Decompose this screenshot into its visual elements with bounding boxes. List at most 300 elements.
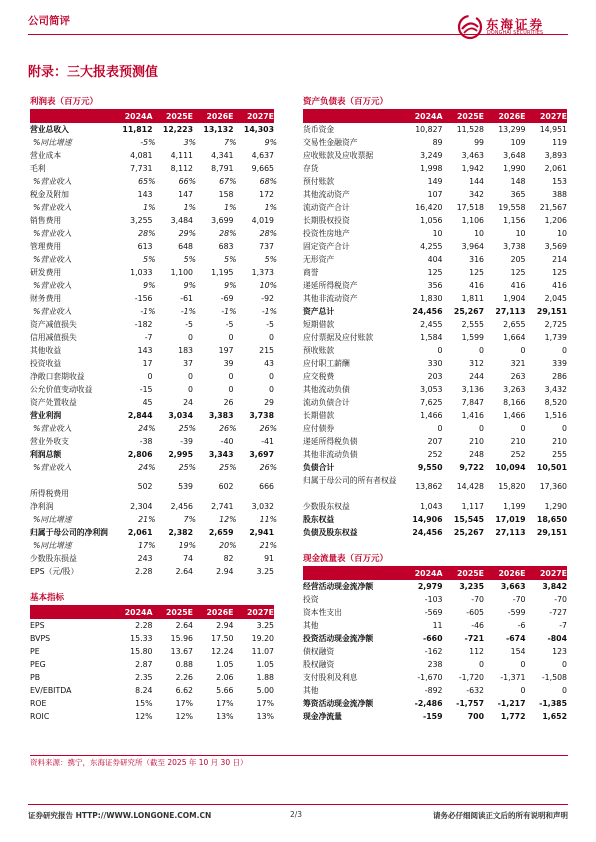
cell-value: 197 — [218, 346, 234, 355]
cell-value: 12% — [175, 712, 193, 721]
income-statement-title: 利润表（百万元） — [30, 95, 274, 110]
cell-value: 2,061 — [544, 164, 567, 173]
donghai-logo-icon — [456, 14, 484, 40]
row-label: 交易性金融资产 — [303, 138, 358, 147]
cell-value: 3,053 — [420, 385, 443, 394]
table-row — [30, 305, 277, 318]
cell-value: -39 — [180, 437, 193, 446]
cell-value: 737 — [259, 242, 274, 251]
row-label: EPS — [30, 621, 45, 630]
table-row — [30, 658, 274, 671]
cell-value: 8,791 — [211, 164, 234, 173]
table-row — [303, 149, 567, 162]
cell-value: 1,599 — [461, 333, 484, 342]
cell-value: -6 — [517, 621, 526, 630]
cell-value: 14,428 — [456, 482, 484, 491]
row-label: 债权融资 — [303, 647, 335, 656]
cell-value: -1,670 — [417, 673, 443, 682]
cell-value: 215 — [259, 346, 274, 355]
row-label: %营业收入 — [33, 307, 72, 316]
cell-value: 539 — [178, 482, 193, 491]
cell-value: 0 — [228, 333, 234, 342]
cell-value: 203 — [427, 372, 443, 381]
cell-value: 210 — [510, 437, 526, 446]
row-label: 应交税费 — [303, 372, 335, 381]
cell-value: 1,904 — [503, 294, 526, 303]
cell-value: -892 — [424, 686, 443, 695]
cell-value: 3,383 — [208, 411, 234, 420]
cell-value: 24,456 — [412, 307, 443, 316]
cell-value: -70 — [471, 595, 484, 604]
cell-value: -1,757 — [456, 699, 484, 708]
cell-value: 1% — [264, 203, 277, 212]
cell-value: 11,528 — [456, 125, 484, 134]
cell-value: 0 — [269, 385, 274, 394]
cell-value: 91 — [264, 554, 274, 563]
cell-value: 68% — [259, 177, 277, 186]
cell-value: 4,019 — [251, 216, 274, 225]
table-row — [303, 710, 567, 723]
row-label: PE — [30, 647, 40, 656]
cell-value: 1,043 — [420, 502, 443, 511]
cell-value: 1% — [183, 203, 196, 212]
year-header: 2027E — [246, 112, 274, 121]
cell-value: 67% — [219, 177, 237, 186]
cell-value: 27,113 — [495, 528, 526, 537]
cell-value: 1,466 — [503, 411, 526, 420]
cell-value: 3,569 — [544, 242, 567, 251]
year-header: 2026E — [206, 608, 234, 617]
cell-value: 0 — [562, 686, 567, 695]
cell-value: -162 — [424, 647, 443, 656]
income-statement-table — [30, 95, 277, 578]
cell-value: 2,725 — [544, 320, 567, 329]
cell-value: -721 — [464, 634, 484, 643]
cell-value: 12% — [135, 712, 153, 721]
row-label: %营业收入 — [33, 203, 72, 212]
cell-value: 2,995 — [168, 450, 193, 459]
cell-value: 6.62 — [175, 686, 193, 695]
cell-value: 2.26 — [175, 673, 193, 682]
cell-value: 5.66 — [216, 686, 234, 695]
cell-value: 2,304 — [130, 502, 153, 511]
table-row — [303, 500, 567, 513]
cell-value: 28% — [219, 229, 237, 238]
cell-value: 7% — [224, 138, 237, 147]
cell-value: 238 — [427, 660, 443, 669]
row-label: 投资性房地产 — [303, 229, 350, 238]
cell-value: 1,830 — [420, 294, 443, 303]
table-row — [303, 684, 567, 697]
cell-value: 4,081 — [130, 151, 153, 160]
cell-value: 1,466 — [420, 411, 443, 420]
source-note: 资料来源：携宁，东海证券研究所（截至 2025 年 10 月 30 日） — [30, 758, 248, 767]
cell-value: 11 — [432, 621, 443, 630]
cell-value: 1,100 — [170, 268, 193, 277]
cell-value: 109 — [510, 138, 526, 147]
table-row — [30, 344, 274, 357]
cell-value: 8,166 — [503, 398, 526, 407]
table-row — [30, 331, 274, 344]
row-label: 营业利润 — [30, 411, 62, 420]
indicators-title: 基本指标 — [30, 591, 274, 606]
cell-value: -804 — [547, 634, 567, 643]
cell-value: 1,652 — [542, 712, 567, 721]
cell-value: 18,650 — [536, 515, 567, 524]
cell-value: -5% — [140, 138, 156, 147]
cell-value: 2.28 — [135, 621, 153, 630]
cell-value: 416 — [510, 281, 526, 290]
table-row — [303, 266, 567, 279]
cell-value: 148 — [510, 177, 526, 186]
cell-value: 29 — [264, 398, 274, 407]
cell-value: 2,456 — [170, 502, 193, 511]
cell-value: 39 — [223, 359, 234, 368]
table-row — [303, 448, 567, 461]
table-row — [303, 370, 567, 383]
cell-value: 29% — [178, 229, 196, 238]
cell-value: 0 — [520, 424, 526, 433]
table-row — [30, 396, 274, 409]
row-label: 其他 — [303, 686, 319, 695]
cell-value: 330 — [427, 359, 443, 368]
cell-value: 26% — [259, 424, 277, 433]
cell-value: -41 — [261, 437, 274, 446]
cashflow-rows — [303, 580, 567, 723]
row-label: 投资收益 — [30, 359, 62, 368]
row-label: 递延所得税负债 — [303, 437, 358, 446]
cell-value: 3,842 — [542, 582, 567, 591]
cell-value: 172 — [259, 190, 274, 199]
source-divider — [30, 755, 568, 756]
cashflow-title: 现金流量表（百万元） — [303, 552, 567, 567]
cell-value: 37 — [183, 359, 193, 368]
cell-value: 0 — [437, 424, 443, 433]
cell-value: 312 — [469, 359, 484, 368]
cell-value: 9% — [183, 281, 196, 290]
cell-value: 5.00 — [256, 686, 274, 695]
section-label: 公司简评 — [28, 15, 70, 27]
table-row — [303, 318, 567, 331]
cell-value: 14,906 — [412, 515, 443, 524]
cell-value: 3,463 — [461, 151, 484, 160]
table-row — [30, 240, 274, 253]
cell-value: 4,111 — [170, 151, 193, 160]
cell-value: 244 — [469, 372, 484, 381]
page-title: 附录：三大报表预测值 — [28, 65, 159, 80]
table-row — [30, 435, 274, 448]
cell-value: 12,223 — [162, 125, 193, 134]
cell-value: 10,501 — [536, 463, 567, 472]
cell-value: 7,625 — [420, 398, 443, 407]
table-row — [303, 619, 567, 632]
cell-value: 3,432 — [544, 385, 567, 394]
table-row — [303, 435, 567, 448]
cell-value: 2,741 — [211, 502, 234, 511]
cell-value: 1,416 — [461, 411, 484, 420]
cell-value: 10 — [515, 229, 526, 238]
cell-value: 0 — [188, 385, 193, 394]
year-header: 2027E — [246, 608, 274, 617]
cell-value: 125 — [510, 268, 526, 277]
cell-value: 4,637 — [251, 151, 274, 160]
row-label: PEG — [30, 660, 46, 669]
cell-value: 20% — [219, 541, 237, 550]
row-label: 负债及股东权益 — [303, 528, 358, 537]
row-label: 存货 — [303, 164, 319, 173]
cell-value: -1% — [140, 307, 156, 316]
row-label: 预付账款 — [303, 177, 335, 186]
cell-value: 28% — [259, 229, 277, 238]
cell-value: 0 — [562, 660, 567, 669]
row-label: %同比增速 — [33, 515, 72, 524]
row-label: 财务费用 — [30, 294, 62, 303]
cell-value: 74 — [183, 554, 193, 563]
cell-value: -1% — [221, 307, 237, 316]
cell-value: 210 — [469, 437, 484, 446]
cell-value: 25% — [178, 424, 196, 433]
row-label: BVPS — [30, 634, 51, 643]
cell-value: 3,893 — [544, 151, 567, 160]
table-row — [303, 253, 567, 266]
cell-value: 1,739 — [544, 333, 567, 342]
cell-value: -5 — [266, 320, 274, 329]
year-header: 2025E — [456, 569, 484, 578]
row-label: ROIC — [30, 712, 50, 721]
cell-value: 252 — [510, 450, 526, 459]
cell-value: 15,545 — [453, 515, 484, 524]
cell-value: 10,827 — [415, 125, 443, 134]
row-label: 商誉 — [303, 268, 319, 277]
cell-value: -15 — [139, 385, 153, 394]
year-header: 2026E — [498, 112, 526, 121]
cell-value: -569 — [424, 608, 443, 617]
cell-value: 2,941 — [249, 528, 274, 537]
cell-value: 27,113 — [495, 307, 526, 316]
cell-value: 13% — [256, 712, 274, 721]
table-row — [303, 331, 567, 344]
row-label: 负债合计 — [303, 463, 335, 472]
cell-value: 112 — [469, 647, 484, 656]
table-row — [303, 671, 567, 684]
row-label: 净敞口套期收益 — [30, 372, 85, 381]
cell-value: 0 — [269, 372, 274, 381]
table-row — [30, 671, 274, 684]
cell-value: 2.28 — [135, 567, 153, 576]
row-label: %同比增速 — [33, 541, 72, 550]
table-row — [303, 279, 567, 292]
cell-value: -599 — [507, 608, 526, 617]
cell-value: 2,045 — [544, 294, 567, 303]
cell-value: 286 — [552, 372, 567, 381]
cell-value: 0 — [269, 333, 274, 342]
row-label: 归属于母公司的净利润 — [30, 528, 108, 537]
year-header: 2024A — [414, 569, 443, 578]
table-row — [303, 461, 567, 474]
cell-value: 13.67 — [170, 647, 193, 656]
row-label: 股权融资 — [303, 660, 335, 669]
table-row — [30, 136, 277, 149]
cashflow-header-row — [303, 567, 567, 580]
table-row — [303, 632, 567, 645]
cell-value: 4,341 — [211, 151, 234, 160]
cell-value: 21% — [259, 541, 277, 550]
cell-value: 0 — [520, 686, 526, 695]
table-row — [30, 370, 274, 383]
cell-value: 14,951 — [539, 125, 567, 134]
table-row — [303, 658, 567, 671]
cell-value: 1,373 — [251, 268, 274, 277]
cell-value: -1,217 — [497, 699, 526, 708]
cell-value: 2,979 — [417, 582, 443, 591]
cell-value: 66% — [178, 177, 196, 186]
cell-value: 0 — [147, 372, 153, 381]
cell-value: 21,567 — [539, 203, 567, 212]
cell-value: 11% — [259, 515, 277, 524]
cell-value: 107 — [427, 190, 443, 199]
row-label: 净利润 — [30, 502, 54, 511]
cell-value: 12.24 — [211, 647, 234, 656]
cell-value: 1,516 — [544, 411, 567, 420]
cell-value: 321 — [510, 359, 526, 368]
table-row — [30, 684, 274, 697]
cell-value: 0 — [479, 346, 484, 355]
table-row — [303, 292, 567, 305]
cell-value: 14,303 — [243, 125, 274, 134]
cell-value: 15.33 — [130, 634, 153, 643]
table-row — [303, 162, 567, 175]
cell-value: 1% — [224, 203, 237, 212]
cell-value: 1,290 — [544, 502, 567, 511]
table-row — [303, 606, 567, 619]
cell-value: 17,019 — [495, 515, 526, 524]
row-label: ROE — [30, 699, 47, 708]
cell-value: 2.94 — [216, 621, 234, 630]
balance-rows — [303, 123, 567, 539]
cell-value: -660 — [422, 634, 443, 643]
logo-name-cn: 东海证券 — [486, 17, 545, 32]
cell-value: -7 — [144, 333, 153, 342]
cell-value: 29,151 — [536, 307, 567, 316]
row-label: %营业收入 — [33, 255, 72, 264]
row-label: 资产减值损失 — [30, 320, 77, 329]
indicators-table — [30, 591, 274, 723]
row-label: %营业收入 — [33, 177, 72, 186]
table-row — [30, 619, 274, 632]
row-label: 营业成本 — [30, 151, 62, 160]
cell-value: 3% — [183, 138, 196, 147]
cell-value: 144 — [469, 177, 484, 186]
cell-value: 3,699 — [211, 216, 234, 225]
table-row — [30, 474, 274, 500]
cell-value: 5% — [143, 255, 156, 264]
table-row — [303, 188, 567, 201]
cell-value: 158 — [218, 190, 234, 199]
cell-value: 10,094 — [495, 463, 526, 472]
table-row — [30, 383, 274, 396]
cell-value: 26 — [223, 398, 234, 407]
cell-value: 342 — [469, 190, 484, 199]
row-label: 少数股东权益 — [303, 502, 350, 511]
row-label: PB — [30, 673, 41, 682]
cell-value: 1.05 — [256, 660, 274, 669]
row-label: 税金及附加 — [30, 190, 69, 199]
cell-value: 214 — [552, 255, 567, 264]
table-row — [30, 500, 274, 513]
cell-value: -2,486 — [414, 699, 443, 708]
table-row — [30, 279, 277, 292]
cell-value: 125 — [552, 268, 567, 277]
cell-value: 2,382 — [168, 528, 193, 537]
cell-value: 21% — [138, 515, 156, 524]
footer-disclaimer: 请务必仔细阅读正文后的所有说明和声明 — [433, 811, 568, 820]
cell-value: 666 — [259, 482, 274, 491]
cell-value: 143 — [137, 346, 153, 355]
cell-value: 28% — [138, 229, 156, 238]
row-label: 公允价值变动收益 — [30, 385, 93, 394]
cell-value: 1,990 — [503, 164, 526, 173]
row-label: 其他流动负债 — [303, 385, 350, 394]
cell-value: 25,267 — [453, 528, 484, 537]
cell-value: 1,056 — [420, 216, 443, 225]
cell-value: -38 — [139, 437, 153, 446]
cell-value: 8,112 — [170, 164, 193, 173]
cell-value: 11,812 — [122, 125, 153, 134]
cell-value: 207 — [427, 437, 443, 446]
cell-value: -5 — [185, 320, 193, 329]
row-label: 资产总计 — [303, 307, 335, 316]
row-label: 固定资产合计 — [303, 242, 350, 251]
cell-value: 9,722 — [459, 463, 484, 472]
year-header: 2027E — [539, 569, 567, 578]
row-label: 长期借款 — [303, 411, 335, 420]
cell-value: 13,132 — [203, 125, 234, 134]
cell-value: 147 — [178, 190, 193, 199]
cell-value: 7,847 — [461, 398, 484, 407]
year-header: 2026E — [206, 112, 234, 121]
balance-sheet-table — [303, 95, 567, 539]
row-label: 信用减值损失 — [30, 333, 77, 342]
cell-value: 17,360 — [539, 482, 567, 491]
cell-value: 1.88 — [256, 673, 274, 682]
row-label: 预收账款 — [303, 346, 335, 355]
row-label: 归属于母公司的所有者权益 — [303, 476, 397, 485]
table-row — [30, 513, 277, 526]
cell-value: 388 — [552, 190, 567, 199]
cell-value: 17,518 — [456, 203, 484, 212]
cell-value: 25% — [178, 463, 196, 472]
cell-value: 1,033 — [130, 268, 153, 277]
balance-sheet-title: 资产负债表（百万元） — [303, 95, 567, 110]
row-label: %营业收入 — [33, 424, 72, 433]
cell-value: 5% — [264, 255, 277, 264]
cell-value: 9% — [143, 281, 156, 290]
table-row — [303, 201, 567, 214]
cell-value: -1% — [180, 307, 196, 316]
cell-value: 7% — [183, 515, 196, 524]
footer-website: 证券研究报告 HTTP://WWW.LONGONE.COM.CN — [28, 811, 212, 820]
cell-value: -70 — [512, 595, 526, 604]
row-label: EV/EBITDA — [30, 686, 72, 695]
cell-value: 3,964 — [461, 242, 484, 251]
table-row — [30, 357, 274, 370]
cell-value: 683 — [218, 242, 234, 251]
cell-value: 17.50 — [211, 634, 234, 643]
table-row — [303, 422, 567, 435]
cell-value: 2.87 — [135, 660, 153, 669]
cell-value: 648 — [178, 242, 193, 251]
cell-value: 3,738 — [503, 242, 526, 251]
